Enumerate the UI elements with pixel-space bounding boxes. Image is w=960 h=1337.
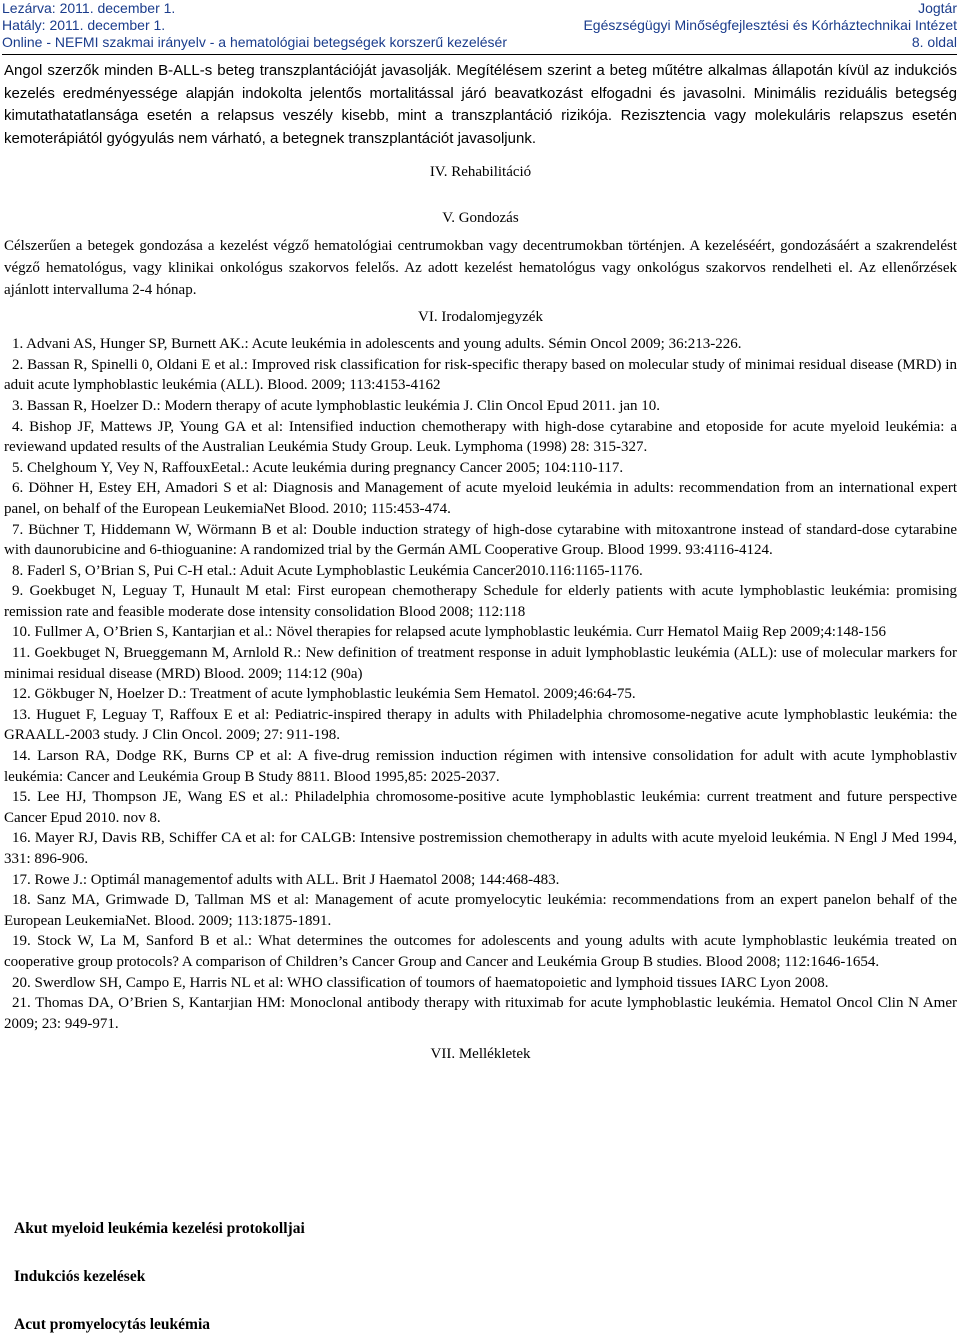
reference-item: 20. Swerdlow SH, Campo E, Harris NL et al: WHO classification of toumors of haematopoietic and lymphoid tissues IARC Lyon 2008. bbox=[12, 974, 829, 991]
page-header bbox=[0, 0, 960, 50]
header-institute: Egészségügyi Minőségfejlesztési és Kórháztechnikai Intézet bbox=[583, 17, 957, 33]
reference-item: 7. Büchner T, Hiddemann W, Wörmann B et al: Double induction strategy of high-dose cytarabine with mitoxantrone instead of standard-dose cytarabine with daunorubicine and 6-thioguanine: A randomized trial by the Germán AML Cooperative Group. Blood 1999. 93:4116-4124. bbox=[4, 521, 957, 559]
reference-item: 4. Bishop JF, Mattews JP, Young GA et al: Intensified induction chemotherapy with high-dose cytarabine and etoposide for acute myeloid leukémia: a reviewand updated results of the Australian Leukémia Study Group. Leuk. Lymphoma (1998) 28: 315-327. bbox=[4, 418, 957, 456]
reference-item: 3. Bassan R, Hoelzer D.: Modern therapy of acute lymphoblastic leukémia J. Clin Oncol Epud 2011. jan 10. bbox=[12, 397, 661, 414]
header-effective-date: Hatály: 2011. december 1. bbox=[2, 17, 166, 33]
reference-item: 13. Huguet F, Leguay T, Raffoux E et al: Pediatric-inspired therapy in adults with Philadelphia chromosome-negative acute lymphoblastic leukémia: the GRAALL-2003 study. J Clin Oncol. 2009; 27: 911-198. bbox=[4, 706, 957, 744]
reference-item: 19. Stock W, La M, Sanford B et al.: What determines the outcomes for adolescents and young adults with acute lymphoblastic leukémia treated on cooperative group protocols? A comparison of Children’s Cancer Group and Cancer and Leukémia Group B studies. Blood 2008; 112:1646-1654. bbox=[4, 933, 957, 970]
reference-item: 11. Goekbuget N, Brueggemann M, Arnlold R.: New definition of treatment response in aduit lymphoblastic leukémia (ALL): use of molecular markers for minimai residual disease (MRD) Blood. 2009; 114:12 (90a) bbox=[4, 645, 957, 682]
header-left bbox=[2, 0, 507, 51]
reference-item: 8. Faderl S, O’Brian S, Pui C-H etal.: Aduit Acute Lymphoblastic Leukémia Cancer2010.116:1165-1176. bbox=[12, 562, 643, 579]
reference-item: 15. Lee HJ, Thompson JE, Wang ES et al.: Philadelphia chromosome-positive acute lymphoblastic leukémia: current treatment and future perspective Cancer Epud 2010. nov 8. bbox=[4, 789, 957, 826]
header-page-number: 8. oldal bbox=[911, 34, 957, 50]
care-paragraph: Célszerűen a betegek gondozása a kezelést végző hematológiai centrumokban vagy decentrumokban történjen. A kezeléséért, gondozásáért a szakrendelést végző hematológus, vagy klinikai onkológus szakorvos felelős. Az adott kezelést hematológus vagy onkológus szakorvos rendelheti el. Az ellenőrzések ajánlott intervalluma 2-4 hónap. bbox=[4, 238, 957, 298]
reference-item: 6. Döhner H, Estey EH, Amadori S et al: Diagnosis and Management of acute myeloid leukémia in adults: recommendation from an international expert panel, on behalf of the European LeukemiaNet Blood. 2010; 115:453-474. bbox=[4, 480, 957, 517]
reference-list bbox=[4, 334, 957, 1034]
section-title-rehabilitation: IV. Rehabilitáció bbox=[429, 164, 532, 181]
care-section bbox=[4, 236, 957, 301]
page-content bbox=[4, 60, 957, 1065]
reference-item: 18. Sanz MA, Grimwade D, Tallman MS et al: Management of acute promyelocytic leukémia: recommendations from an expert panelon behalf of the European LeukemiaNet. Blood. 2009; 113:1875-1891. bbox=[4, 892, 957, 929]
reference-item: 12. Gökbuger N, Hoelzer D.: Treatment of acute lymphoblastic leukémia Sem Hematol. 2009;46:64-75. bbox=[12, 686, 636, 703]
reference-item: 9. Goekbuget N, Leguay T, Hunault M etal: First european chemotherapy Schedule for elderly patients with acute lymphoblastic leukémia: promising remission rate and feasible moderate dose intensity consolidation Blood 2008; 112:118 bbox=[4, 583, 957, 620]
section-title-care: V. Gondozás bbox=[442, 210, 519, 227]
section-title-references: VI. Irodalomjegyzék bbox=[418, 309, 543, 326]
annex-heading-induction: Indukciós kezelések bbox=[14, 1268, 146, 1285]
annex-heading-apl: Acut promyelocytás leukémia bbox=[14, 1316, 211, 1333]
reference-item: 10. Fullmer A, O’Brien S, Kantarjian et al.: Növel therapies for relapsed acute lymphoblastic leukémia. Curr Hematol Maiig Rep 2009;4:148-156 bbox=[12, 624, 886, 641]
reference-item: 2. Bassan R, Spinelli 0, Oldani E et al.: Improved risk classification for risk-specific therapy based on molecular study of minimai residual disease (MRD) in aduit acute lymphoblastic leukémia (ALL). Blood. 2009; 113:4153-4162 bbox=[4, 356, 957, 394]
intro-paragraph: Angol szerzők minden B-ALL-s beteg transzplantációját javasolják. Megítélésem szerint a beteg műtétre alkalmas állapotán kívül az indukciós kezelés eredményessége alapján indokolta jelentős mortalitással járó beavatkozást elfogadni és javasolni. Minimális reziduális betegség kimutathatatlansága esetén a relapsus veszély kisebb, mint a transzplantáció rizikója. Rezisztencia vagy molekuláris relapszus esetén kemoterápiától gyógyulás nem várható, a betegnek transzplantációt javasoljunk. bbox=[4, 62, 957, 147]
header-source: Jogtár bbox=[918, 0, 957, 16]
header-divider bbox=[2, 54, 957, 55]
reference-item: 5. Chelghoum Y, Vey N, RaffouxEetal.: Acute leukémia during pregnancy Cancer 2005; 104:110-117. bbox=[12, 459, 624, 476]
intro-section bbox=[4, 60, 957, 150]
reference-item: 16. Mayer RJ, Davis RB, Schiffer CA et al: for CALGB: Intensive postremission chemotherapy in adults with acute myeloid leukémia. N Engl J Med 1994, 331: 896-906. bbox=[4, 830, 957, 867]
section-title-annexes: VII. Mellékletek bbox=[430, 1046, 531, 1063]
header-closed-date: Lezárva: 2011. december 1. bbox=[2, 0, 176, 16]
annex-heading-aml-protocols: Akut myeloid leukémia kezelési protokolljai bbox=[14, 1220, 305, 1237]
reference-item: 14. Larson RA, Dodge RK, Burns CP et al: A five-drug remission induction régimen with intensive consolidation for adult with acute lymphoblastiv leukémia: Cancer and Leukémia Group B Study 8811. Blood 1995,85: 2025-2037. bbox=[4, 748, 957, 785]
reference-item: 21. Thomas DA, O’Brien S, Kantarjian HM: Monoclonal antibody therapy with rituximab for acute lymphoblastic leukémia. Hematol Oncol Clin N Amer 2009; 23: 949-971. bbox=[4, 995, 957, 1032]
header-right bbox=[583, 0, 957, 51]
header-document-title: Online - NEFMI szakmai irányelv - a hematológiai betegségek korszerű kezelésér bbox=[2, 34, 507, 50]
reference-item: 1. Advani AS, Hunger SP, Burnett AK.: Acute leukémia in adolescents and young adults. Sémin Oncol 2009; 36:213-226. bbox=[12, 336, 742, 353]
reference-item: 17. Rowe J.: Optimál managementof adults with ALL. Brit J Haematol 2008; 144:468-483. bbox=[12, 871, 560, 888]
